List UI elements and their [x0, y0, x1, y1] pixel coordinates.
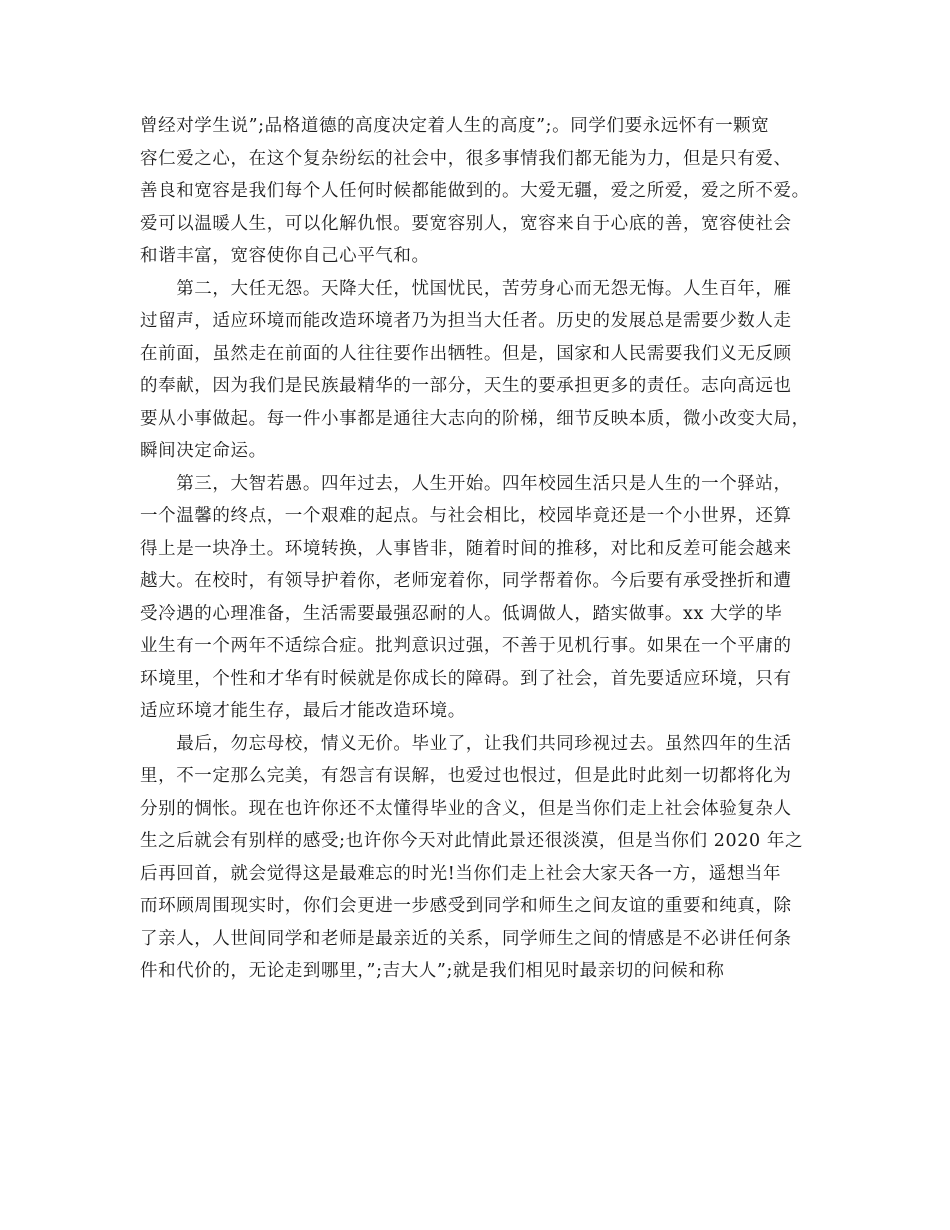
text-line: 的奉献，因为我们是民族最精华的一部分，天生的要承担更多的责任。志向高远也 [140, 376, 792, 396]
paragraph-4 [140, 728, 820, 988]
text-line: 善良和宽容是我们每个人任何时候都能做到的。大爱无疆，爱之所爱，爱之所不爱。 [140, 181, 810, 201]
text-line: 曾经对学生说”;品格道德的高度决定着人生的高度”;。同学们要永远怀有一颗宽 [140, 116, 770, 136]
text-line: 瞬间决定命运。 [140, 441, 267, 461]
text-line: 爱可以温暖人生，可以化解仇恨。要宽容别人，宽容来自于心底的善，宽容使社会 [140, 213, 792, 234]
text-line: 和谐丰富，宽容使你自己心平气和。 [140, 246, 430, 266]
text-line: 环境里，个性和才华有时候就是你成长的障碍。到了社会，首先要适应环境，只有 [140, 668, 792, 689]
text-line: 过留声，适应环境而能改造环境者乃为担当大任者。历史的发展总是需要少数人走 [140, 311, 792, 331]
text-line: 受冷遇的心理准备，生活需要最强忍耐的人。低调做人，踏实做事。xx 大学的毕 [140, 603, 783, 624]
text-line: 业生有一个两年不适综合症。批判意识过强，不善于见机行事。如果在一个平庸的 [140, 636, 792, 656]
paragraph-2 [140, 273, 820, 468]
text-line: 容仁爱之心，在这个复杂纷纭的社会中，很多事情我们都无能为力，但是只有爱、 [140, 148, 792, 169]
paragraph-1 [140, 110, 820, 273]
text-line: 要从小事做起。每一件小事都是通往大志向的阶梯，细节反映本质，微小改变大局， [140, 408, 810, 429]
paragraph-3 [140, 468, 820, 728]
document-body [140, 110, 820, 988]
text-line: 在前面，虽然走在前面的人往往要作出牺牲。但是，国家和人民需要我们义无反顾 [140, 343, 792, 364]
text-line: 里，不一定那么完美，有怨言有误解，也爱过也恨过，但是此时此刻一切都将化为 [140, 766, 792, 786]
text-line: 第二，大任无怨。天降大任，忧国忧民，苦劳身心而无怨无悔。人生百年，雁 [140, 278, 792, 299]
text-line: 一个温馨的终点，一个艰难的起点。与社会相比，校园毕竟还是一个小世界，还算 [140, 506, 792, 526]
text-line: 得上是一块净土。环境转换，人事皆非，随着时间的推移，对比和反差可能会越来 [140, 538, 792, 559]
text-line: 而环顾周围现实时，你们会更进一步感受到同学和师生之间友谊的重要和纯真，除 [140, 896, 792, 916]
text-line: 第三，大智若愚。四年过去，人生开始。四年校园生活只是人生的一个驿站， [140, 473, 792, 494]
text-line: 最后，勿忘母校，情义无价。毕业了，让我们共同珍视过去。虽然四年的生活 [140, 733, 792, 754]
text-line: 件和代价的，无论走到哪里，”;吉大人”;就是我们相见时最亲切的问候和称 [140, 961, 725, 981]
text-line: 后再回首，就会觉得这是最难忘的时光!当你们走上社会大家天各一方，遥想当年 [140, 863, 782, 884]
text-line: 了亲人，人世间同学和老师是最亲近的关系，同学师生之间的情感是不必讲任何条 [140, 928, 792, 949]
text-line: 适应环境才能生存，最后才能改造环境。 [140, 701, 466, 721]
text-line: 分别的惆怅。现在也许你还不太懂得毕业的含义，但是当你们走上社会体验复杂人 [140, 798, 792, 819]
text-line: 越大。在校时，有领导护着你，老师宠着你，同学帮着你。今后要有承受挫折和遭 [140, 571, 792, 591]
text-line: 生之后就会有别样的感受;也许你今天对此情此景还很淡漠，但是当你们 2020 年之 [140, 831, 804, 851]
